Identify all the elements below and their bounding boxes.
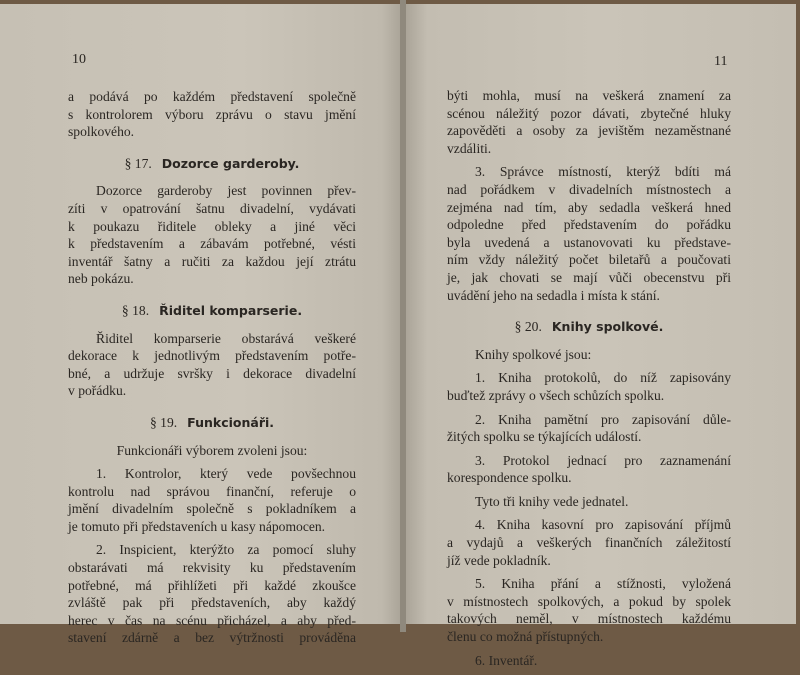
section-heading xyxy=(68,302,356,320)
section-number: § 18. xyxy=(121,302,150,318)
text-line: býti mohla, musí na veškerá znamení za xyxy=(447,88,731,103)
text-line: korespondence spolku. xyxy=(447,470,572,486)
paragraph xyxy=(68,330,356,400)
section-heading xyxy=(68,414,356,432)
text-line: žitých spolku se týkajících událostí. xyxy=(447,429,642,445)
text-line: a podává po každém představení společně xyxy=(68,89,356,104)
paragraph xyxy=(68,465,356,535)
section-title: Funkcionáři. xyxy=(187,414,275,430)
text-line: zíti v opatrování šatnu divadelní, vydávati xyxy=(68,200,356,216)
paragraph xyxy=(447,516,731,569)
paragraph xyxy=(447,575,731,645)
section-number: § 20. xyxy=(514,319,542,335)
text-line: herec v čas na scénu přicházel, a aby před- xyxy=(68,612,356,628)
text-line: obstarávati má rekvisity ku představením xyxy=(68,560,356,576)
text-line: stavení zdárně a bez výtržnosti prováděna xyxy=(68,630,356,646)
text-line: k poukazu řiditele obleky a jiné věci xyxy=(68,218,356,234)
section-title: Řiditel komparserie. xyxy=(159,302,303,318)
text-line: inventář šatny a ručiti za každou její ztrátu xyxy=(68,253,356,269)
text-line: Tyto tři knihy vede jednatel. xyxy=(475,493,629,509)
paragraph xyxy=(68,182,356,288)
book-spine xyxy=(400,0,406,632)
text-line: nad pořádkem v divadelních místnostech a xyxy=(447,181,731,197)
text-line: dekorace k jednotlivým představením potře- xyxy=(68,348,356,364)
section-number: § 17. xyxy=(124,155,152,171)
text-line: jíž vede pokladník. xyxy=(447,552,551,568)
text-line: vzdáliti. xyxy=(447,140,492,156)
text-line: 1. Kontrolor, který vede povšechnou xyxy=(96,466,356,482)
text-line: zvláště pak při představeních, aby každý xyxy=(68,595,356,611)
paragraph xyxy=(447,452,731,487)
text-line: je tomuto při představeních u kasy nápomocen. xyxy=(68,518,326,534)
text-line: Řiditel komparserie obstarává veškeré xyxy=(96,330,356,346)
right-page-text xyxy=(447,87,731,675)
section-title: Knihy spolkové. xyxy=(551,319,664,335)
text-line: k představením a zábavám potřebné, vésti xyxy=(68,236,356,252)
paragraph xyxy=(447,346,731,364)
text-line: scénou náležitý pozor dávati, zbytečné hluky xyxy=(447,105,731,121)
paragraph xyxy=(68,541,356,647)
text-line: kontrolu nad správou finanční, referuje o xyxy=(68,483,356,499)
text-line: buďtež zprávy o všech schůzích spolku. xyxy=(447,387,665,403)
text-line: 5. Kniha přání a stížnosti, vyložená xyxy=(475,576,731,592)
paragraph xyxy=(447,163,731,304)
text-line: Dozorce garderoby jest povinnen přev- xyxy=(96,183,356,199)
text-line: s kontrolorem výboru zprávu o stavu jmění xyxy=(68,106,356,122)
intro-line xyxy=(68,442,356,460)
paragraph xyxy=(447,652,731,670)
text-line: 1. Kniha protokolů, do níž zapisovány xyxy=(475,370,731,386)
text-line: v pořádku. xyxy=(68,383,127,399)
text-line: jmění divadelním společně s pokladníkem a xyxy=(68,501,356,517)
text-line: takových neměl, v místnostech každému xyxy=(447,611,731,627)
text-line: bné, a udržuje svršky i dekorace divadelní xyxy=(68,365,356,381)
section-number: § 19. xyxy=(149,414,178,430)
text-line: Funkcionáři výborem zvoleni jsou: xyxy=(116,442,308,458)
text-line: 3. Správce místností, kterýž bdíti má xyxy=(475,164,731,180)
paragraph xyxy=(447,493,731,511)
text-line: v místnostech spolkových, a pokud by spolek xyxy=(447,593,731,609)
paragraph xyxy=(68,88,356,141)
section-heading xyxy=(68,155,356,173)
text-line: 6. Inventář. xyxy=(475,652,538,668)
text-line: zejména nad tím, aby sedadla veškerá hned xyxy=(447,199,731,215)
text-line: zapověděti a osoby za jevištěm nezaměstnané xyxy=(447,123,731,139)
left-page-text xyxy=(68,88,356,653)
paragraph xyxy=(447,369,731,404)
text-line: ním vždy náležitý počet biletařů a poučovati xyxy=(447,252,731,268)
paragraph xyxy=(447,87,731,157)
text-line: je, jak chovati se mají vůči obecenstvu při xyxy=(447,269,731,285)
text-line: 4. Kniha kasovní pro zapisování příjmů xyxy=(475,517,731,533)
text-line: členu co možná přístupných. xyxy=(447,629,604,645)
text-line: Knihy spolkové jsou: xyxy=(475,346,592,362)
paragraph xyxy=(447,411,731,446)
text-line: uvádění jeho na sedadla i místa k stání. xyxy=(447,287,660,303)
page-number: 11 xyxy=(714,54,728,69)
text-line: neb pokázu. xyxy=(68,271,134,287)
text-line: potřebné, má přihlížeti při každé zkoušce xyxy=(68,577,356,593)
text-line: 2. Kniha pamětní pro zapisování důle- xyxy=(475,411,731,427)
text-line: odpoledne před představením do pořádku xyxy=(447,217,731,233)
text-line: 3. Protokol jednací pro zaznamenání xyxy=(475,452,731,468)
text-line: a vydajů a veškerých finančních záležitostí xyxy=(447,535,731,551)
section-title: Dozorce garderoby. xyxy=(161,155,300,171)
text-line: spolkového. xyxy=(68,124,135,140)
text-line: byla uvedená a ustanovovati ku představe- xyxy=(447,234,731,250)
text-line: 2. Inspicient, kterýžto za pomocí sluhy xyxy=(96,542,356,558)
page-number: 10 xyxy=(72,52,86,67)
section-heading xyxy=(447,318,731,336)
